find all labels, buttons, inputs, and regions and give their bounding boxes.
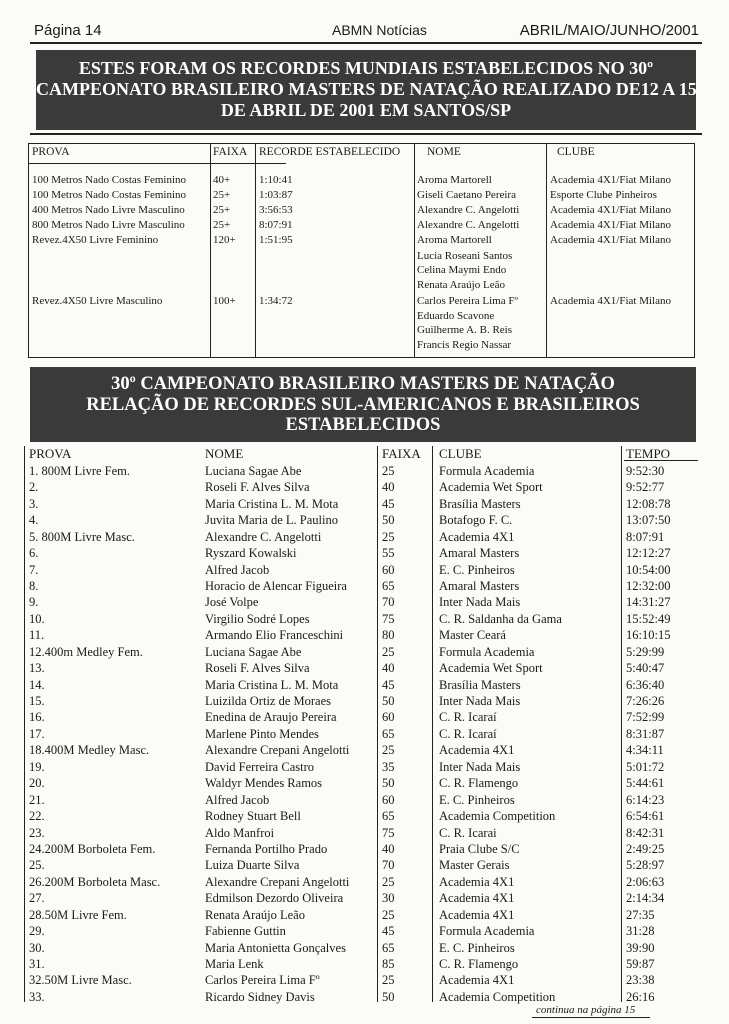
world-record-row xyxy=(29,250,694,264)
cell-faixa: 40 xyxy=(382,661,395,676)
cell-tempo: 2:14:34 xyxy=(626,891,665,906)
cell-clube: C. R. Flamengo xyxy=(439,776,519,791)
cell-tempo: 31:28 xyxy=(626,924,655,938)
cell-prova: 17. xyxy=(29,726,45,741)
cell-nome: Alexandre C. Angelotti xyxy=(205,529,322,544)
cell-nome: Maria Cristina L. M. Mota xyxy=(205,496,339,511)
column-header-recorde: RECORDE ESTABELECIDO xyxy=(259,146,401,158)
cell-tempo: 6:36:40 xyxy=(626,677,665,692)
cell-clube: Academia 4X1/Fiat Milano xyxy=(550,295,671,307)
cell-tempo: 23:38 xyxy=(626,973,655,988)
cell-faixa: 70 xyxy=(382,595,395,610)
banner-line: ESTABELECIDOS xyxy=(285,415,441,435)
cell-tempo: 9:52:30 xyxy=(626,464,665,478)
cell-clube: Inter Nada Mais xyxy=(439,759,521,774)
cell-clube: Academia 4X1 xyxy=(439,907,515,922)
cell-prova: 2. xyxy=(29,480,39,495)
cell-clube: E. C. Pinheiros xyxy=(439,940,515,955)
cell-tempo: 5:28:97 xyxy=(626,858,665,873)
cell-nome: Alfred Jacob xyxy=(205,562,270,577)
cell-clube: Academia 4X1 xyxy=(439,973,515,988)
cell-faixa: 45 xyxy=(382,496,395,511)
cell-faixa: 60 xyxy=(382,710,395,725)
cell-faixa: 60 xyxy=(382,562,395,577)
cell-clube: C. R. Icarai xyxy=(439,825,497,840)
cell-nome: Rodney Stuart Bell xyxy=(205,809,301,823)
cell-nome: Luizilda Ortiz de Moraes xyxy=(205,694,331,708)
cell-tempo: 2:06:63 xyxy=(626,874,665,889)
world-record-row xyxy=(29,174,694,188)
cell-faixa: 35 xyxy=(382,759,395,774)
cell-prova: 100 Metros Nado Costas Feminino xyxy=(32,189,186,201)
continued-note: continua na página 15 xyxy=(536,1004,636,1016)
cell-tempo: 6:14:23 xyxy=(626,792,665,807)
cell-tempo: 13:07:50 xyxy=(626,513,671,528)
cell-clube: Academia Competition xyxy=(439,809,556,823)
cell-clube: Academia 4X1 xyxy=(439,891,515,906)
cell-faixa: 25+ xyxy=(213,204,231,216)
cell-tempo: 7:26:26 xyxy=(626,694,665,708)
cell-nome: Marlene Pinto Mendes xyxy=(205,726,319,741)
table-row xyxy=(24,530,700,546)
cell-faixa: 25 xyxy=(382,874,395,889)
cell-prova: 11. xyxy=(29,628,45,643)
table-row xyxy=(24,497,700,513)
cell-nome: Waldyr Mendes Ramos xyxy=(205,776,323,791)
cell-prova: Revez.4X50 Livre Feminino xyxy=(32,234,159,246)
column-header-faixa: FAIXA xyxy=(213,146,248,158)
cell-faixa: 40 xyxy=(382,841,395,856)
cell-recorde: 1:51:95 xyxy=(259,234,293,246)
cell-clube: Botafogo F. C. xyxy=(439,513,513,528)
table-row xyxy=(24,661,700,677)
cell-clube: Academia Wet Sport xyxy=(439,661,543,676)
cell-nome: Lucia Roseani Santos xyxy=(417,250,513,262)
column-header-nome: NOME xyxy=(427,146,461,158)
cell-clube: Brasília Masters xyxy=(439,677,521,692)
cell-faixa: 25+ xyxy=(213,219,231,231)
table-row xyxy=(24,513,700,529)
cell-prova: 26.200M Borboleta Masc. xyxy=(29,874,161,889)
table-row xyxy=(24,908,700,924)
cell-clube: E. C. Pinheiros xyxy=(439,792,515,807)
cell-clube: Academia 4X1 xyxy=(439,874,515,889)
world-record-row xyxy=(29,339,694,353)
cell-tempo: 2:49:25 xyxy=(626,841,665,856)
table-row xyxy=(24,579,700,595)
banner-line: RELAÇÃO DE RECORDES SUL-AMERICANOS E BRASILEIROS xyxy=(86,394,640,415)
cell-prova: 21. xyxy=(29,792,45,807)
cell-prova: 19. xyxy=(29,759,45,774)
cell-faixa: 50 xyxy=(382,513,395,528)
table-row xyxy=(24,875,700,891)
cell-prova: 6. xyxy=(29,546,39,561)
table-row xyxy=(24,743,700,759)
cell-clube: Formula Academia xyxy=(439,924,535,938)
cell-prova: 1. 800M Livre Fem. xyxy=(29,464,131,478)
header-rule xyxy=(30,42,702,44)
table-row xyxy=(24,595,700,611)
cell-nome: Alfred Jacob xyxy=(205,792,270,807)
continued-underline xyxy=(532,1017,650,1018)
cell-clube: Inter Nada Mais xyxy=(439,595,521,610)
cell-nome: Renata Araújo Leão xyxy=(417,279,505,291)
cell-nome: Aldo Manfroi xyxy=(205,825,275,840)
cell-nome: José Volpe xyxy=(205,595,259,610)
cell-faixa: 40 xyxy=(382,480,395,495)
cell-faixa: 50 xyxy=(382,694,395,708)
cell-nome: Enedina de Araujo Pereira xyxy=(205,710,337,725)
cell-nome: Alexandre Crepani Angelotti xyxy=(205,874,350,889)
cell-nome: Armando Elio Franceschini xyxy=(205,628,344,643)
cell-prova: 13. xyxy=(29,661,45,676)
cell-nome: Francis Regio Nassar xyxy=(417,339,512,351)
cell-faixa: 50 xyxy=(382,989,395,1004)
cell-prova: 27. xyxy=(29,891,45,906)
cell-clube: Academia 4X1/Fiat Milano xyxy=(550,204,671,216)
cell-nome: Edmilson Dezordo Oliveira xyxy=(205,891,344,906)
cell-clube: Academia 4X1 xyxy=(439,743,515,758)
cell-clube: Academia Competition xyxy=(439,989,556,1004)
cell-prova: 800 Metros Nado Livre Masculino xyxy=(32,219,185,231)
cell-prova: 8. xyxy=(29,579,39,593)
cell-nome: Luciana Sagae Abe xyxy=(205,644,302,659)
cell-prova: 7. xyxy=(29,562,39,577)
cell-faixa: 25 xyxy=(382,464,395,478)
cell-nome: Roseli F. Alves Silva xyxy=(205,661,310,676)
cell-prova: 30. xyxy=(29,940,45,955)
table-row xyxy=(24,760,700,776)
cell-tempo: 59:87 xyxy=(626,956,655,971)
cell-recorde: 3:56:53 xyxy=(259,204,293,216)
cell-tempo: 16:10:15 xyxy=(626,628,671,643)
page-header xyxy=(34,20,699,42)
cell-clube: C. R. Saldanha da Gama xyxy=(439,611,562,626)
cell-recorde: 1:03:87 xyxy=(259,189,293,201)
cell-faixa: 65 xyxy=(382,940,395,955)
records-table xyxy=(24,446,700,1002)
cell-faixa: 25 xyxy=(382,743,395,758)
cell-clube: Formula Academia xyxy=(439,464,535,478)
cell-prova: 14. xyxy=(29,677,45,692)
banner-line: ESTES FORAM OS RECORDES MUNDIAIS ESTABELECIDOS NO 30º xyxy=(78,58,654,78)
cell-clube: Amaral Masters xyxy=(439,579,520,593)
cell-prova: 20. xyxy=(29,776,45,791)
table-row xyxy=(24,710,700,726)
header-underline xyxy=(29,163,286,164)
cell-nome: Maria Cristina L. M. Mota xyxy=(205,677,339,692)
cell-tempo: 15:52:49 xyxy=(626,611,671,626)
cell-prova: 100 Metros Nado Costas Feminino xyxy=(32,174,186,186)
world-record-row xyxy=(29,234,694,248)
cell-nome: Luciana Sagae Abe xyxy=(205,464,302,478)
column-header-nome: NOME xyxy=(205,446,244,461)
banner-line: CAMPEONATO BRASILEIRO MASTERS DE NATAÇÃO REALIZADO DE12 A 15 xyxy=(36,79,697,99)
cell-faixa: 65 xyxy=(382,726,395,741)
cell-tempo: 12:12:27 xyxy=(626,546,671,561)
cell-tempo: 12:08:78 xyxy=(626,496,671,511)
cell-faixa: 80 xyxy=(382,628,395,643)
cell-nome: Carlos Pereira Lima Fº xyxy=(205,973,320,988)
cell-nome: Juvita Maria de L. Paulino xyxy=(205,513,338,528)
table-row xyxy=(24,809,700,825)
cell-prova: 15. xyxy=(29,694,45,708)
cell-tempo: 5:29:99 xyxy=(626,644,665,659)
cell-nome: Maria Antonietta Gonçalves xyxy=(205,940,346,955)
table-row xyxy=(24,973,700,989)
world-record-row xyxy=(29,324,694,338)
cell-clube: E. C. Pinheiros xyxy=(439,562,515,577)
world-record-row xyxy=(29,295,694,309)
column-header-faixa: FAIXA xyxy=(382,446,421,461)
cell-faixa: 30 xyxy=(382,891,395,906)
cell-nome: Eduardo Scavone xyxy=(417,310,495,322)
table-row xyxy=(24,628,700,644)
cell-tempo: 6:54:61 xyxy=(626,809,665,823)
cell-nome: Roseli F. Alves Silva xyxy=(205,480,310,495)
table-row xyxy=(24,941,700,957)
cell-faixa: 75 xyxy=(382,611,395,626)
cell-prova: 3. xyxy=(29,496,39,511)
cell-clube: Academia Wet Sport xyxy=(439,480,543,495)
cell-nome: Aroma Martorell xyxy=(417,234,492,246)
cell-faixa: 65 xyxy=(382,579,395,593)
cell-prova: 28.50M Livre Fem. xyxy=(29,907,127,922)
cell-clube: Academia 4X1/Fiat Milano xyxy=(550,234,671,246)
cell-nome: Fernanda Portilho Prado xyxy=(205,841,328,856)
cell-clube: Inter Nada Mais xyxy=(439,694,521,708)
table-row xyxy=(24,645,700,661)
cell-recorde: 1:34:72 xyxy=(259,295,293,307)
column-header-clube: CLUBE xyxy=(557,146,595,158)
cell-tempo: 5:01:72 xyxy=(626,759,665,774)
cell-faixa: 25 xyxy=(382,973,395,988)
cell-faixa: 85 xyxy=(382,956,395,971)
cell-clube: Academia 4X1/Fiat Milano xyxy=(550,219,671,231)
world-record-row xyxy=(29,279,694,293)
cell-faixa: 25+ xyxy=(213,189,231,201)
cell-nome: Renata Araújo Leão xyxy=(205,907,305,922)
banner-line: DE ABRIL DE 2001 EM SANTOS/SP xyxy=(220,100,512,120)
cell-prova: 400 Metros Nado Livre Masculino xyxy=(32,204,185,216)
cell-faixa: 45 xyxy=(382,924,395,938)
cell-nome: Fabienne Guttin xyxy=(205,924,286,938)
world-record-row xyxy=(29,204,694,218)
cell-clube: Academia 4X1/Fiat Milano xyxy=(550,174,671,186)
cell-nome: Virgilio Sodré Lopes xyxy=(205,611,310,626)
records-banner xyxy=(30,367,696,442)
cell-faixa: 75 xyxy=(382,825,395,840)
cell-tempo: 27:35 xyxy=(626,907,655,922)
cell-tempo: 12:32:00 xyxy=(626,579,671,593)
table-row xyxy=(24,464,700,480)
cell-tempo: 5:40:47 xyxy=(626,661,665,676)
cell-prova: 23. xyxy=(29,825,45,840)
banner-rule xyxy=(30,133,702,135)
cell-clube: Brasília Masters xyxy=(439,496,521,511)
page-number: Página 14 xyxy=(34,22,102,39)
world-record-row xyxy=(29,264,694,278)
table-row xyxy=(24,678,700,694)
cell-prova: 4. xyxy=(29,513,39,528)
cell-nome: Alexandre C. Angelotti xyxy=(417,204,520,216)
cell-tempo: 10:54:00 xyxy=(626,562,671,577)
cell-prova: 32.50M Livre Masc. xyxy=(29,973,132,988)
table-row xyxy=(24,793,700,809)
cell-faixa: 100+ xyxy=(213,295,236,307)
cell-tempo: 39:90 xyxy=(626,940,655,955)
cell-tempo: 8:31:87 xyxy=(626,726,665,741)
banner-line: 30º CAMPEONATO BRASILEIRO MASTERS DE NATAÇÃO xyxy=(111,374,615,394)
column-header-tempo: TEMPO xyxy=(626,446,671,461)
cell-prova: 12.400m Medley Fem. xyxy=(29,644,143,659)
column-header-prova: PROVA xyxy=(29,446,72,461)
world-record-row xyxy=(29,189,694,203)
cell-prova: 33. xyxy=(29,989,45,1004)
cell-nome: Ricardo Sidney Davis xyxy=(205,989,315,1004)
cell-clube: C. R. Icaraí xyxy=(439,710,497,725)
cell-tempo: 8:42:31 xyxy=(626,825,665,840)
cell-prova: 5. 800M Livre Masc. xyxy=(29,529,135,544)
cell-nome: Luiza Duarte Silva xyxy=(205,858,300,873)
cell-faixa: 70 xyxy=(382,858,395,873)
cell-faixa: 25 xyxy=(382,907,395,922)
cell-nome: Celina Maymi Endo xyxy=(417,264,507,276)
world-records-table xyxy=(28,143,695,358)
cell-nome: Ryszard Kowalski xyxy=(205,546,297,561)
cell-nome: Carlos Pereira Lima Fº xyxy=(417,295,518,307)
table-row xyxy=(24,546,700,562)
cell-nome: Guilherme A. B. Reis xyxy=(417,324,513,336)
table-row xyxy=(24,826,700,842)
cell-clube: Master Gerais xyxy=(439,858,510,873)
cell-faixa: 65 xyxy=(382,809,395,823)
cell-recorde: 8:07:91 xyxy=(259,219,293,231)
cell-tempo: 14:31:27 xyxy=(626,595,671,610)
table-row xyxy=(24,891,700,907)
cell-prova: 29. xyxy=(29,924,45,938)
cell-prova: 31. xyxy=(29,956,45,971)
table-row xyxy=(24,694,700,710)
table-row xyxy=(24,924,700,940)
cell-clube: Master Ceará xyxy=(439,628,506,643)
table-row xyxy=(24,480,700,496)
cell-prova: Revez.4X50 Livre Masculino xyxy=(32,295,163,307)
cell-clube: Praia Clube S/C xyxy=(439,841,520,856)
cell-faixa: 55 xyxy=(382,546,395,561)
cell-faixa: 40+ xyxy=(213,174,231,186)
cell-clube: C. R. Icaraí xyxy=(439,726,497,741)
world-records-banner xyxy=(36,50,696,130)
table-row xyxy=(24,563,700,579)
publication-name: ABMN Notícias xyxy=(332,22,427,38)
cell-faixa: 50 xyxy=(382,776,395,791)
cell-nome: Maria Lenk xyxy=(205,956,264,971)
cell-faixa: 45 xyxy=(382,677,395,692)
cell-recorde: 1:10:41 xyxy=(259,174,293,186)
table-row xyxy=(24,957,700,973)
cell-prova: 25. xyxy=(29,858,45,873)
cell-tempo: 26:16 xyxy=(626,989,655,1004)
world-record-row xyxy=(29,219,694,233)
cell-faixa: 60 xyxy=(382,792,395,807)
cell-clube: Amaral Masters xyxy=(439,546,520,561)
cell-prova: 24.200M Borboleta Fem. xyxy=(29,841,156,856)
cell-prova: 10. xyxy=(29,611,45,626)
table-row xyxy=(24,842,700,858)
cell-tempo: 7:52:99 xyxy=(626,710,665,725)
cell-clube: Esporte Clube Pinheiros xyxy=(550,189,657,201)
cell-nome: Alexandre Crepani Angelotti xyxy=(205,743,350,758)
world-record-row xyxy=(29,310,694,324)
cell-clube: Academia 4X1 xyxy=(439,529,515,544)
cell-faixa: 25 xyxy=(382,644,395,659)
column-header-prova: PROVA xyxy=(32,146,70,158)
cell-tempo: 4:34:11 xyxy=(626,743,664,758)
issue-date: ABRIL/MAIO/JUNHO/2001 xyxy=(519,22,699,39)
cell-faixa: 25 xyxy=(382,529,395,544)
table-row xyxy=(24,727,700,743)
cell-prova: 18.400M Medley Masc. xyxy=(29,743,150,758)
cell-nome: Giseli Caetano Pereira xyxy=(417,189,516,201)
table-row xyxy=(24,776,700,792)
cell-prova: 9. xyxy=(29,595,39,610)
cell-tempo: 8:07:91 xyxy=(626,529,665,544)
cell-nome: Aroma Martorell xyxy=(417,174,492,186)
cell-faixa: 120+ xyxy=(213,234,236,246)
cell-prova: 22. xyxy=(29,809,45,823)
cell-clube: Formula Academia xyxy=(439,644,535,659)
cell-nome: Horacio de Alencar Figueira xyxy=(205,579,347,593)
table-row xyxy=(24,858,700,874)
table-row xyxy=(24,612,700,628)
cell-clube: C. R. Flamengo xyxy=(439,956,519,971)
cell-tempo: 9:52:77 xyxy=(626,480,665,495)
cell-prova: 16. xyxy=(29,710,45,725)
cell-nome: Alexandre C. Angelotti xyxy=(417,219,520,231)
cell-nome: David Ferreira Castro xyxy=(205,759,314,774)
cell-tempo: 5:44:61 xyxy=(626,776,665,791)
column-header-clube: CLUBE xyxy=(439,446,482,461)
